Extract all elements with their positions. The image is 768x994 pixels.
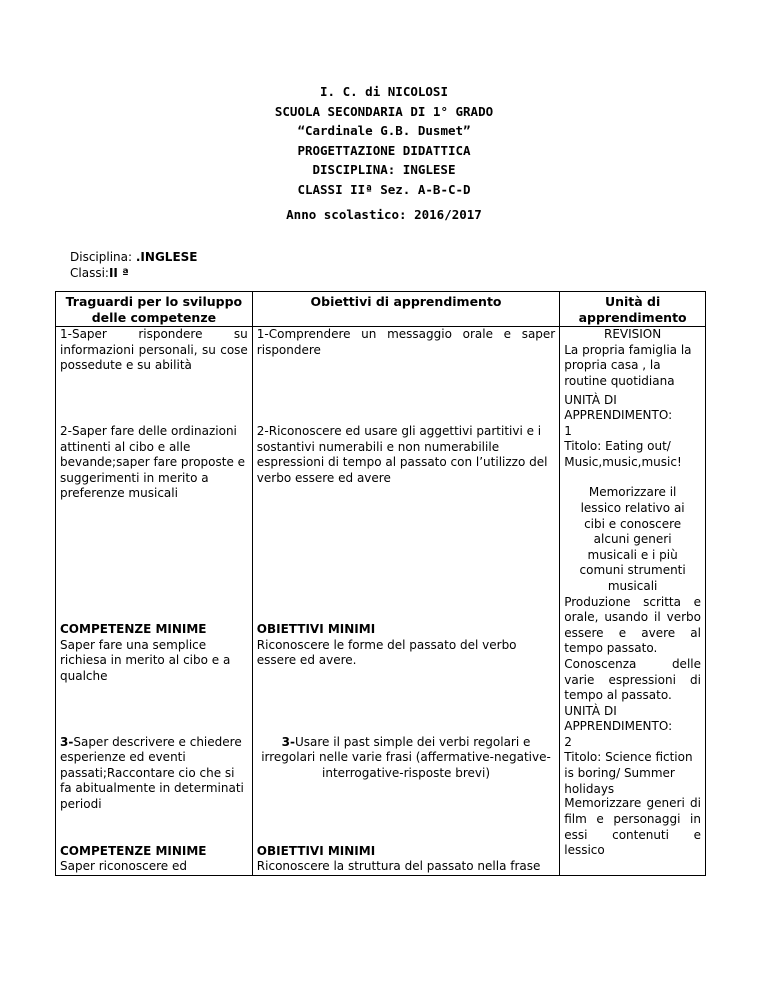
obiettivi-minimi-2-title: OBIETTIVI MINIMI xyxy=(256,843,376,858)
header-unita: Unità di apprendimento xyxy=(560,292,706,327)
traguardo-1: 1-Saper rispondere su informazioni personali, su cose possedute e su abilità xyxy=(60,327,248,373)
traguardo-3 xyxy=(60,735,248,844)
document-header xyxy=(0,82,768,199)
obiettivo-3 xyxy=(257,735,555,844)
classes-label: Classi: xyxy=(70,266,109,280)
unita-2-memorizzare: Memorizzare generi di film e personaggi in essi contenuti e lessico xyxy=(564,796,701,858)
unita-2-title: Titolo: Science fiction is boring/ Summer holidays xyxy=(564,750,693,796)
obiettivo-2: 2-Riconoscere ed usare gli aggettivi partitivi e i sostantivi numerabili e non numerabilile espressioni di tempo al passato con l’utilizzo del verbo essere ed avere xyxy=(256,424,548,485)
unita-1-number: 1 xyxy=(564,423,572,438)
school-level: SCUOLA SECONDARIA DI 1° GRADO xyxy=(274,103,494,119)
unita-cell xyxy=(560,327,706,876)
unita-2-number: 2 xyxy=(564,734,572,749)
classes-line xyxy=(70,265,197,281)
unita-1-produzione: Produzione scritta e orale, usando il verbo essere e avere al tempo passato. xyxy=(564,594,701,656)
revision-title: REVISION xyxy=(603,327,662,341)
competenze-minime-2-title: COMPETENZE MINIME xyxy=(60,843,207,858)
obiettivo-1: 1-Comprendere un messaggio orale e saper rispondere xyxy=(256,327,556,357)
obiettivo-3-text: Usare il past simple dei verbi regolari e irregolari nelle varie frasi (affermative-negative-interrogative-risposte brevi) xyxy=(261,734,551,780)
obiettivi-minimi-2-text: Riconoscere la struttura del passato nella frase xyxy=(256,859,541,874)
header-obiettivi: Obiettivi di apprendimento xyxy=(252,292,559,327)
meta-block xyxy=(70,249,197,281)
discipline-label: Disciplina: xyxy=(70,250,133,264)
competenze-minime-1-title: COMPETENZE MINIME xyxy=(60,622,207,636)
obiettivi-minimi-1-title: OBIETTIVI MINIMI xyxy=(256,622,376,636)
competenze-minime-2-text: Saper riconoscere ed xyxy=(60,859,187,874)
school-dedication: “Cardinale G.B. Dusmet” xyxy=(297,123,471,138)
discipline-heading: DISCIPLINA: INGLESE xyxy=(312,162,456,177)
obiettivo-3-number: 3- xyxy=(281,734,295,749)
classes-value: II ª xyxy=(108,266,129,280)
unita-1-label: UNITÀ DI APPRENDIMENTO: xyxy=(564,392,673,423)
header-traguardi: Traguardi per lo sviluppo delle competenze xyxy=(56,292,253,327)
table-header-row xyxy=(56,292,706,327)
discipline-line xyxy=(70,249,197,265)
revision-text: La propria famiglia la propria casa , la routine quotidiana xyxy=(564,342,692,388)
unita-1-conoscenza: Conoscenza delle varie espressioni di tempo al passato. xyxy=(564,656,701,703)
unita-1-lessico: Memorizzare il lessico relativo ai cibi e conoscere alcuni generi musicali e i più comuni strumenti musicali xyxy=(579,485,686,593)
obiettivi-minimi-1-text: Riconoscere le forme del passato del verbo essere ed avere. xyxy=(256,637,517,668)
competenze-minime-1-text: Saper fare una semplice richiesa in merito al cibo e a qualche xyxy=(60,637,231,683)
school-name: I. C. di NICOLOSI xyxy=(320,84,448,99)
school-year: Anno scolastico: 2016/2017 xyxy=(286,207,482,222)
traguardo-3-text: Saper descrivere e chiedere esperienze ed eventi passati;Raccontare cio che si fa abitualmente in determinati periodi xyxy=(60,734,244,811)
unita-1-title: Titolo: Eating out/ Music,music,music! xyxy=(564,439,682,469)
discipline-value: .INGLESE xyxy=(135,250,198,264)
traguardi-cell xyxy=(56,327,253,876)
table-row xyxy=(56,327,706,876)
obiettivi-cell xyxy=(252,327,559,876)
classes-heading: CLASSI IIª Sez. A-B-C-D xyxy=(297,181,471,197)
traguardo-2: 2-Saper fare delle ordinazioni attinenti al cibo e alle bevande;saper fare proposte e suggerimenti in merito a preferenze musicali xyxy=(60,424,246,501)
unita-2-label: UNITÀ DI APPRENDIMENTO: xyxy=(564,703,673,734)
traguardo-3-number: 3- xyxy=(60,734,74,749)
document-title: PROGETTAZIONE DIDATTICA xyxy=(297,142,471,158)
programming-table xyxy=(55,291,706,876)
